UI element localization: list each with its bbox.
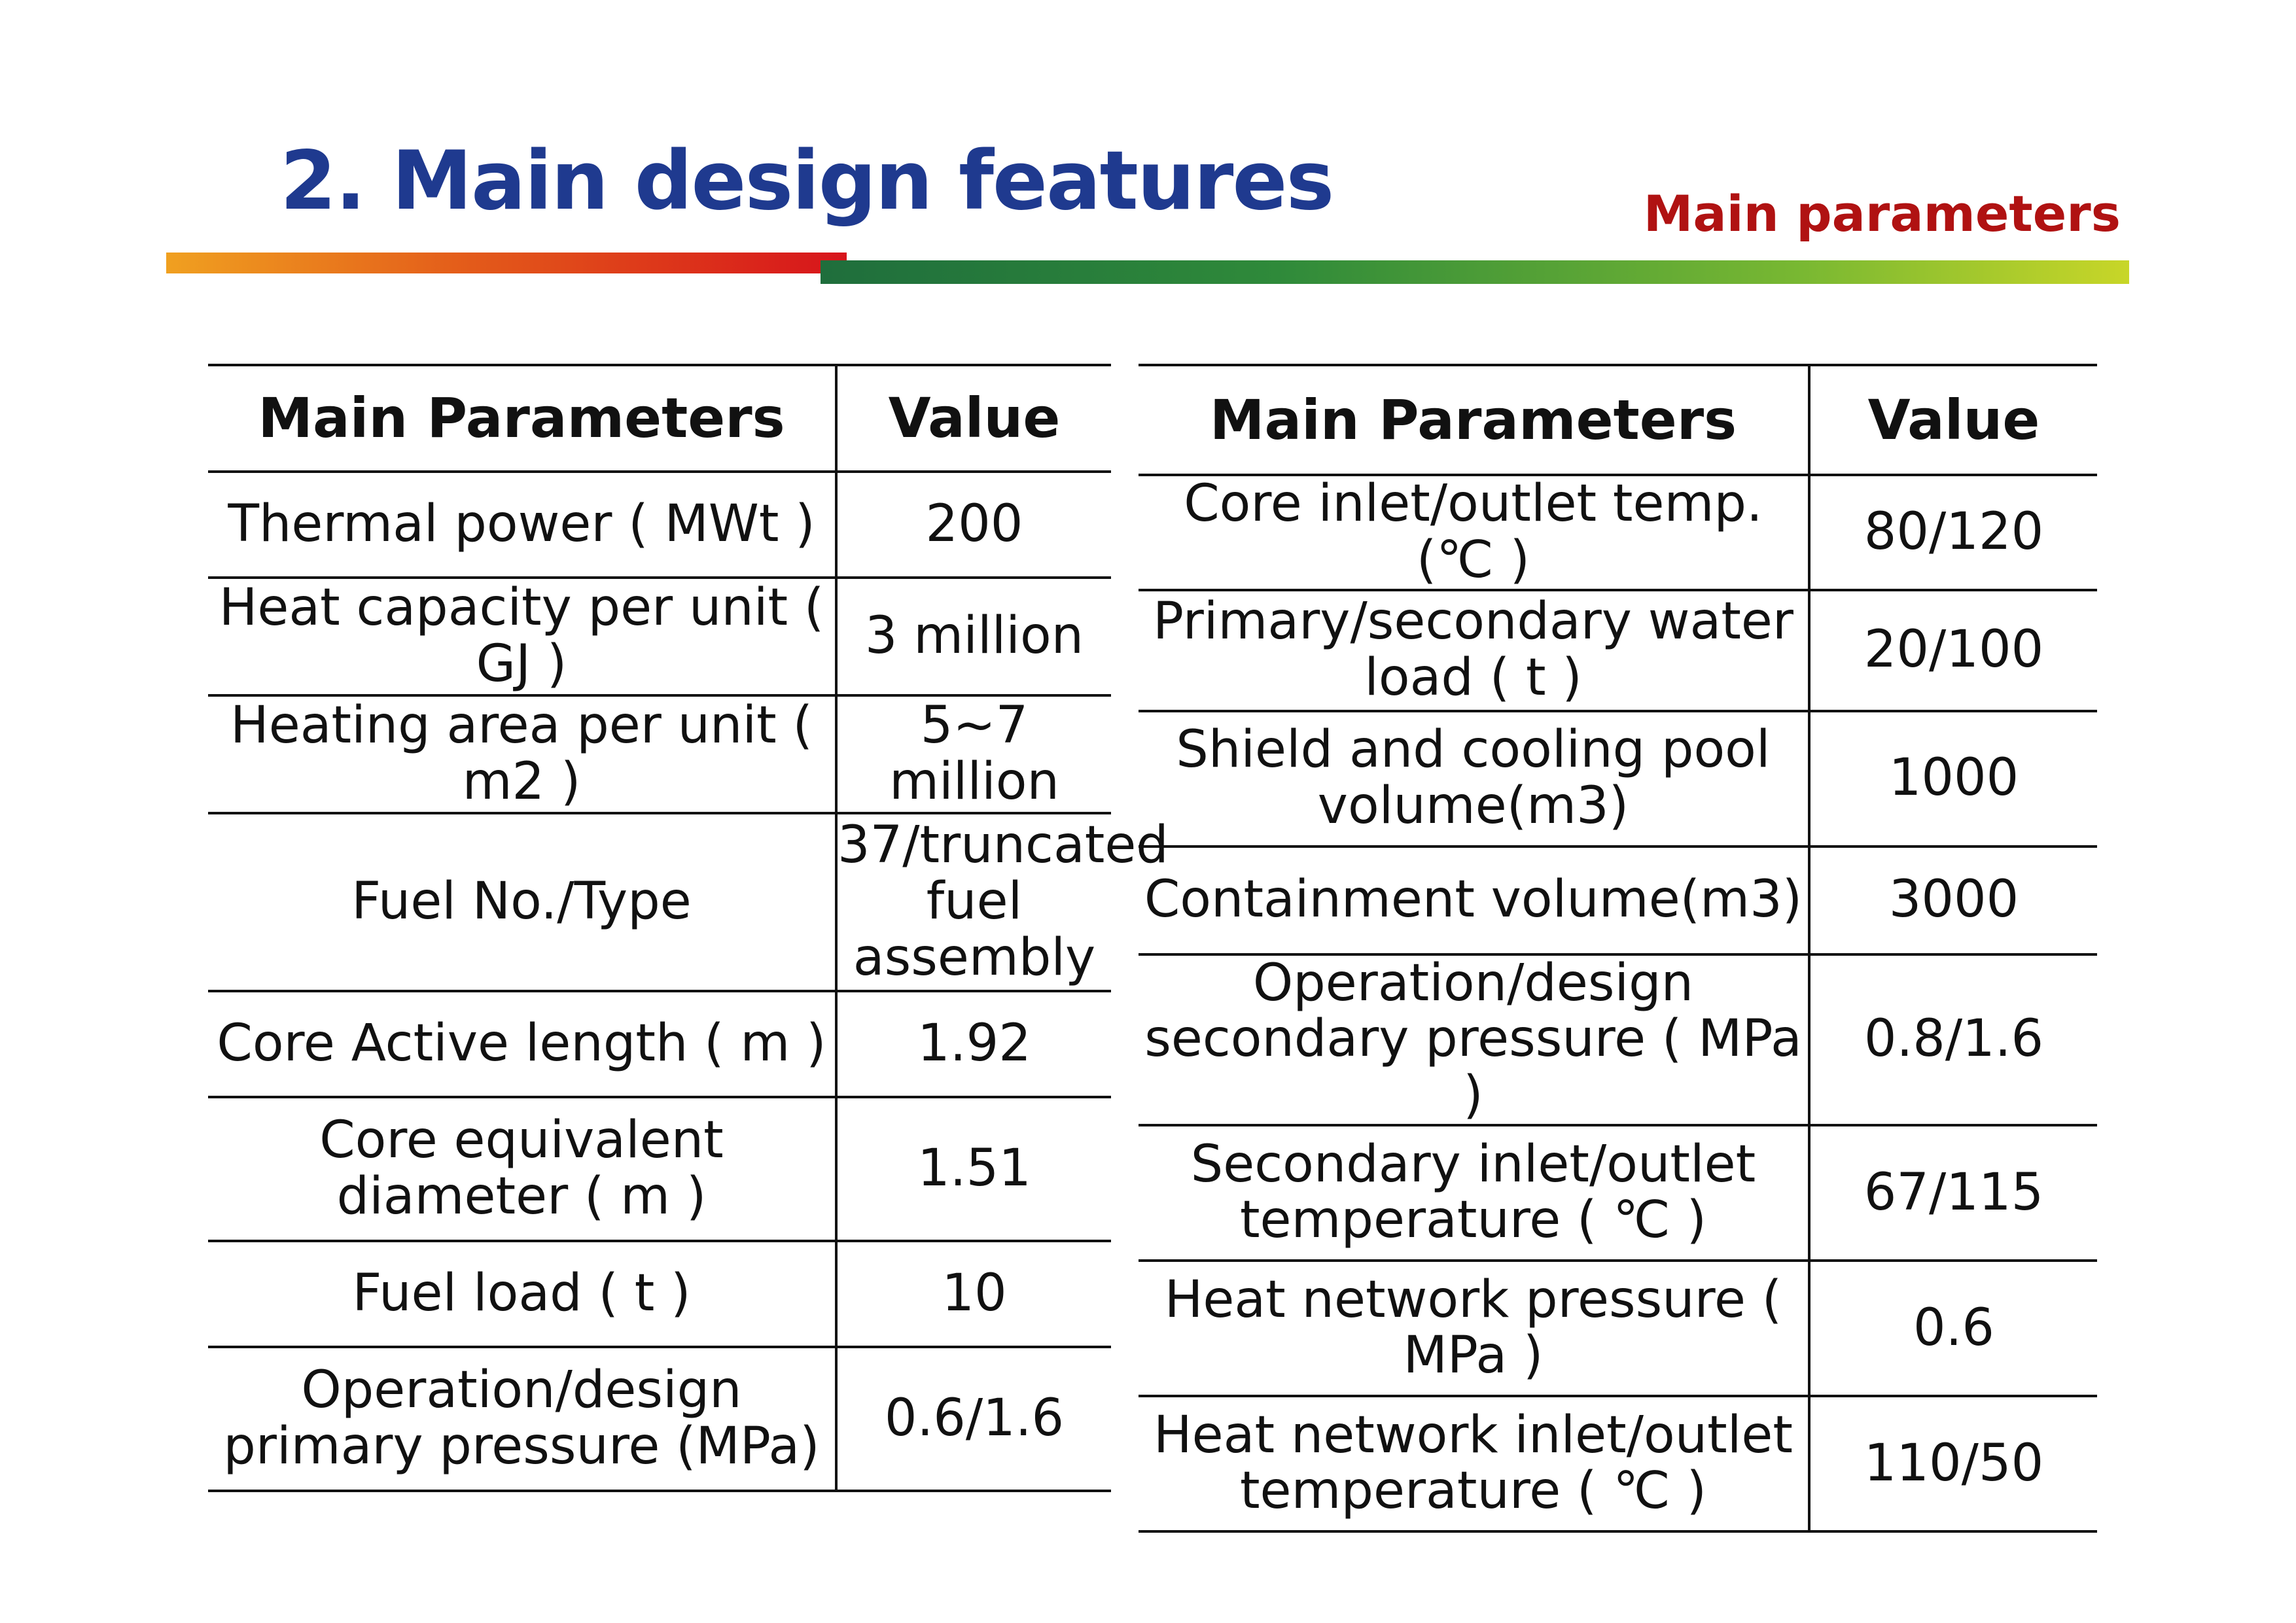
param-cell: Heat network inlet/outlet temperature ( ℃ ) bbox=[1139, 1396, 1809, 1531]
table-row bbox=[208, 813, 1111, 991]
table-row bbox=[1139, 1125, 2097, 1261]
table-header-row bbox=[1139, 365, 2097, 475]
value-cell: 20/100 bbox=[1809, 590, 2097, 711]
parameters-table-right bbox=[1139, 364, 2097, 1533]
table-header-row bbox=[208, 365, 1111, 472]
value-cell: 110/50 bbox=[1809, 1396, 2097, 1531]
table-row bbox=[208, 472, 1111, 578]
header-main-parameters: Main Parameters bbox=[208, 365, 836, 472]
param-cell: Fuel load ( t ) bbox=[208, 1241, 836, 1347]
page-title: 2. Main design features bbox=[280, 134, 1333, 228]
value-cell: 10 bbox=[836, 1241, 1111, 1347]
param-cell: Heating area per unit ( m2 ) bbox=[208, 695, 836, 813]
param-cell: Core equivalent diameter ( m ) bbox=[208, 1097, 836, 1241]
table-row bbox=[208, 991, 1111, 1097]
param-cell: Core Active length ( m ) bbox=[208, 991, 836, 1097]
table-row bbox=[208, 695, 1111, 813]
table-row bbox=[208, 1241, 1111, 1347]
value-cell: 1000 bbox=[1809, 711, 2097, 846]
table-row bbox=[1139, 1396, 2097, 1531]
header-main-parameters: Main Parameters bbox=[1139, 365, 1809, 475]
table-row bbox=[208, 578, 1111, 695]
value-cell: 67/115 bbox=[1809, 1125, 2097, 1261]
table-row bbox=[1139, 590, 2097, 711]
param-cell: Operation/design primary pressure (MPa) bbox=[208, 1347, 836, 1491]
table-row bbox=[208, 1097, 1111, 1241]
value-cell: 80/120 bbox=[1809, 475, 2097, 590]
param-cell: Primary/secondary water load ( t ) bbox=[1139, 590, 1809, 711]
value-cell: 0.8/1.6 bbox=[1809, 954, 2097, 1125]
table-row bbox=[1139, 1261, 2097, 1396]
table-row bbox=[1139, 954, 2097, 1125]
param-cell: Secondary inlet/outlet temperature ( ℃ ) bbox=[1139, 1125, 1809, 1261]
param-cell: Containment volume(m3) bbox=[1139, 846, 1809, 954]
value-cell: 3 million bbox=[836, 578, 1111, 695]
table-row bbox=[1139, 711, 2097, 846]
value-cell: 5~7 million bbox=[836, 695, 1111, 813]
header-value: Value bbox=[836, 365, 1111, 472]
param-cell: Heat capacity per unit ( GJ ) bbox=[208, 578, 836, 695]
parameters-table-left bbox=[208, 364, 1169, 1492]
param-cell: Core inlet/outlet temp. (℃ ) bbox=[1139, 475, 1809, 590]
accent-bar-right bbox=[821, 260, 2129, 284]
value-cell: 37/truncated fuel assembly bbox=[836, 813, 1111, 991]
table-row bbox=[1139, 475, 2097, 590]
param-cell: Shield and cooling pool volume(m3) bbox=[1139, 711, 1809, 846]
param-cell: Fuel No./Type bbox=[208, 813, 836, 991]
param-cell: Thermal power ( MWt ) bbox=[208, 472, 836, 578]
value-cell: 3000 bbox=[1809, 846, 2097, 954]
value-cell: 0.6 bbox=[1809, 1261, 2097, 1396]
value-cell: 200 bbox=[836, 472, 1111, 578]
value-cell: 1.92 bbox=[836, 991, 1111, 1097]
param-cell: Operation/design secondary pressure ( MPa ) bbox=[1139, 954, 1809, 1125]
param-cell: Heat network pressure ( MPa ) bbox=[1139, 1261, 1809, 1396]
value-cell: 0.6/1.6 bbox=[836, 1347, 1111, 1491]
table-row bbox=[1139, 846, 2097, 954]
section-subtitle: Main parameters bbox=[1643, 184, 2121, 243]
value-cell: 1.51 bbox=[836, 1097, 1111, 1241]
header-value: Value bbox=[1809, 365, 2097, 475]
accent-bar-left bbox=[166, 253, 847, 273]
table-row bbox=[208, 1347, 1111, 1491]
